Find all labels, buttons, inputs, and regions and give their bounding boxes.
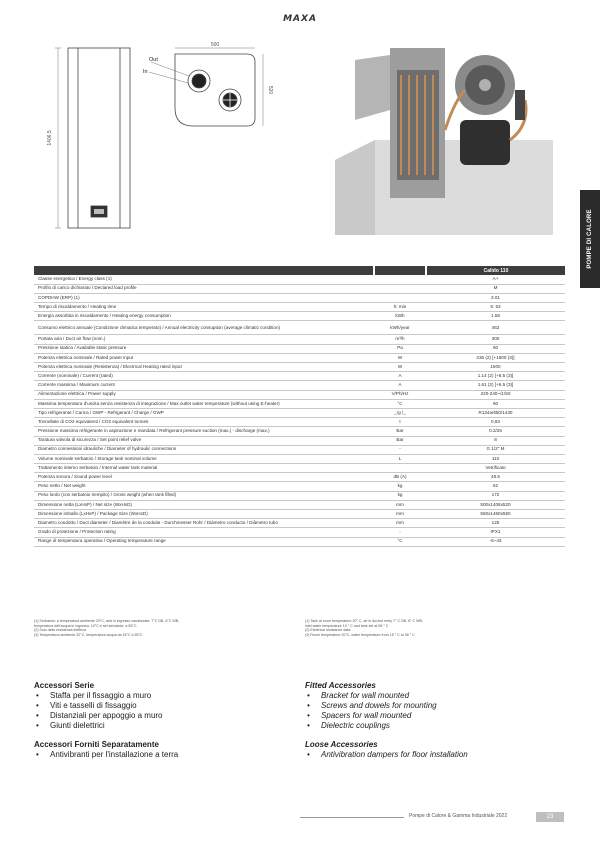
section-heading: Loose Accessories	[305, 740, 378, 749]
row-label: Profilo di carico dichiarato / Declared load profile	[34, 284, 374, 293]
footnote: (1) Tank at room temperature 20° C, air in ducted entry 7° C DB, 6° C WB,	[305, 619, 423, 623]
footnote: (3) Room temperature 20°C, water temperature from 15 ° C to 55 ° C	[305, 632, 415, 637]
row-unit: kWh	[374, 312, 426, 321]
row-unit: L	[374, 454, 426, 463]
row-label: Tonnellate di CO2 equivalenti / CO2 equivalent tonnes	[34, 418, 374, 427]
row-unit	[374, 284, 426, 293]
row-label: Trattamento interno serbatoio / Internal water tank material	[34, 464, 374, 473]
row-unit: Bar	[374, 427, 426, 436]
page-footer	[300, 812, 565, 822]
row-value: M	[426, 284, 565, 293]
row-label: Massima temperatura d'uscita senza resistenza di integrazione / Max outlet water temperature (without using E-heater)	[34, 399, 374, 408]
list-item: • Staffa per il fissaggio a muro	[34, 691, 284, 701]
row-value: 1.61 (2) [+6.5 (3)]	[426, 381, 565, 390]
table-row	[34, 312, 565, 321]
row-unit	[374, 275, 426, 284]
row-unit: A	[374, 372, 426, 381]
row-value: 125	[426, 519, 565, 528]
spec-table	[34, 266, 565, 547]
table-row	[34, 464, 565, 473]
row-label: Peso netto / Net weight	[34, 482, 374, 491]
row-unit: V/Ph/Hz	[374, 390, 426, 399]
row-value: 60	[426, 399, 565, 408]
table-row	[34, 445, 565, 454]
row-value: Vetrificato	[426, 464, 565, 473]
row-label: Dimensione imballo (LxHxP) / Package Size (WxHxD)	[34, 510, 374, 519]
table-row	[34, 454, 565, 463]
row-label: Volume nominale serbatoio / Storage tank nominal volume	[34, 454, 374, 463]
section-heading: Fitted Accessories	[305, 681, 376, 690]
table-row	[34, 510, 565, 519]
row-label: Peso lordo (con serbatoio riempito) / Gross weight (when tank filled)	[34, 491, 374, 500]
front-view	[68, 48, 130, 228]
list-item: • Viti e tasselli di fissaggio	[34, 701, 284, 711]
row-unit: mm	[374, 500, 426, 509]
in-label: In	[143, 69, 148, 75]
top-view	[175, 54, 255, 126]
row-value: 0,93	[426, 418, 565, 427]
row-value: 48.5	[426, 473, 565, 482]
depth-dimension: 520	[267, 85, 273, 95]
row-label: Taratura valvola di sicurezza / Set point relief valve	[34, 436, 374, 445]
row-value: 60	[426, 344, 565, 353]
row-unit: mm	[374, 510, 426, 519]
table-row	[34, 537, 565, 546]
row-value: G 1/2" M	[426, 445, 565, 454]
row-value: 236 (2) [+1500 (3)]	[426, 353, 565, 362]
row-label: Portata aria / Duct air flow (nom.)	[34, 335, 374, 344]
footer-text: Pompe di Calore & Gamma Industriale 2022	[409, 813, 508, 819]
header-model: Calido 110	[426, 266, 565, 275]
footer-divider	[300, 817, 404, 818]
list-item: • Bracket for wall mounted	[305, 691, 565, 701]
table-row	[34, 408, 565, 417]
out-label: Out	[149, 57, 158, 63]
row-unit: °C	[374, 537, 426, 546]
table-row	[34, 399, 565, 408]
table-row	[34, 519, 565, 528]
footnote: (1) Serbatoio: a temperatura ambiente 20°C, aria in ingresso canalizzata: 7°C DB, 6°C WB,	[34, 619, 180, 623]
table-row	[34, 500, 565, 509]
table-row	[34, 363, 565, 372]
table-row	[34, 436, 565, 445]
row-label: Potenza elettrica nominale (Resistenza) / Electrical Heating rated input	[34, 363, 374, 372]
row-unit: mm	[374, 519, 426, 528]
table-row	[34, 418, 565, 427]
table-row	[34, 293, 565, 302]
fitted-accessories-en	[305, 681, 565, 731]
page-number: 23	[536, 812, 564, 822]
row-label: Classe energetica / Energy class (1)	[34, 275, 374, 284]
table-row	[34, 275, 565, 284]
table-row	[34, 372, 565, 381]
footnotes-english	[305, 619, 565, 637]
row-value: 220-240~/1/50	[426, 390, 565, 399]
section-heading: Accessori Serie	[34, 681, 95, 690]
row-value: -5~43	[426, 537, 565, 546]
row-label: Energia assorbita in riscaldamento / Heating energy consumption	[34, 312, 374, 321]
table-body	[34, 275, 565, 546]
row-label: COPDHW (ERP) (1)	[34, 293, 374, 302]
row-value: 62	[426, 482, 565, 491]
row-value: 8	[426, 436, 565, 445]
row-label: Potenza elettrica nominale / Rated power input	[34, 353, 374, 362]
product-photo	[335, 30, 553, 235]
table-row	[34, 381, 565, 390]
table-row	[34, 491, 565, 500]
row-unit: A	[374, 381, 426, 390]
row-unit: °C	[374, 399, 426, 408]
list-item: • Screws and dowels for mounting	[305, 701, 565, 711]
row-unit	[374, 464, 426, 473]
row-value: 462	[426, 321, 565, 335]
footnote: inlet water temperature 10 ° C and tank set at 55 ° C	[305, 623, 389, 628]
table-row	[34, 335, 565, 344]
footnote: (2) Electrical resistance data	[305, 628, 351, 633]
technical-drawing	[25, 38, 325, 263]
row-value: A+	[426, 275, 565, 284]
list-item: • Spacers for wall mounted	[305, 711, 565, 721]
brand-logo: MAXA	[283, 14, 317, 24]
table-row	[34, 321, 565, 335]
header-label	[34, 266, 374, 275]
row-unit: h: min	[374, 303, 426, 312]
header-unit	[374, 266, 426, 275]
footnotes-italian	[34, 619, 294, 637]
table-row	[34, 473, 565, 482]
section-tab	[580, 190, 600, 288]
table-header	[34, 266, 565, 275]
row-label: Potenza sonora / Sound power level	[34, 473, 374, 482]
row-value: IPX1	[426, 528, 565, 537]
table-row	[34, 353, 565, 362]
row-unit: dB (A)	[374, 473, 426, 482]
row-label: Dimensione netta (LxHxP) / Net size (WxHxD)	[34, 500, 374, 509]
table-row	[34, 482, 565, 491]
row-value: 1.14 (2) [+6.5 (3)]	[426, 372, 565, 381]
row-value: 3.01	[426, 293, 565, 302]
list-item: • Antivibranti per l'installazione a terra	[34, 750, 284, 760]
row-value: 550x1460x550	[426, 510, 565, 519]
footnote: (3) Temperatura ambiente 20°C, temperatura acqua da 15°C a 55°C	[34, 632, 143, 637]
list-item: • Giunti dielettrici	[34, 721, 284, 731]
table-row	[34, 528, 565, 537]
row-unit: -	[374, 528, 426, 537]
loose-accessories-it	[34, 740, 284, 760]
list-item: • Dielectric couplings	[305, 721, 565, 731]
row-value: R134a/650/1430	[426, 408, 565, 417]
row-value: 0.2/25	[426, 427, 565, 436]
section-tab-label: POMPE DI CALORE	[587, 209, 593, 269]
row-unit: Pa	[374, 344, 426, 353]
row-unit: W	[374, 353, 426, 362]
list-item: • Antivibration dampers for floor installation	[305, 750, 565, 760]
row-unit: kWh/year	[374, 321, 426, 335]
row-unit: _/g /_	[374, 408, 426, 417]
height-dimension: 1406,5	[47, 130, 53, 146]
row-label: Tempo di riscaldamento / Heating time	[34, 303, 374, 312]
row-label: Pressione massima refrigerante in aspirazione e mandata / Refrigerant pressure suction (max.) - discharge (max.)	[34, 427, 374, 436]
row-value: 500x1406x520	[426, 500, 565, 509]
row-value: 1.58	[426, 312, 565, 321]
table-row	[34, 427, 565, 436]
row-label: Diametro condotto / Duct diameter / Diamètre de la conduite - Durchmesser Rohr / Diámetro conducto / Diâmetro tubo	[34, 519, 374, 528]
footnote: (2) Solo della resistenza elettrica	[34, 628, 87, 633]
row-label: Corrente massima / Maximum current	[34, 381, 374, 390]
table-row	[34, 284, 565, 293]
row-label: Diametro connessioni idrauliche / Diameter of hydraulic connections	[34, 445, 374, 454]
row-unit: t	[374, 418, 426, 427]
row-unit	[374, 293, 426, 302]
row-unit: -	[374, 445, 426, 454]
list-item: • Distanziali per appoggio a muro	[34, 711, 284, 721]
row-label: Range di temperatura operativa / Operating temperature range	[34, 537, 374, 546]
row-label: Pressione statica / Available static pressure	[34, 344, 374, 353]
table-row	[34, 303, 565, 312]
row-value: 1500	[426, 363, 565, 372]
row-value: 6: 53	[426, 303, 565, 312]
fitted-accessories-it	[34, 681, 284, 731]
row-value: 300	[426, 335, 565, 344]
row-label: Corrente (nominale) / Current (rated)	[34, 372, 374, 381]
row-unit: kg	[374, 491, 426, 500]
section-heading: Accessori Forniti Separatamente	[34, 740, 159, 749]
row-value: 172	[426, 491, 565, 500]
row-label: Tipo refrigerante / Carica / GWP - Refrigerant / Charge / GWP	[34, 408, 374, 417]
loose-accessories-en	[305, 740, 565, 760]
row-unit: W	[374, 363, 426, 372]
row-unit: Bar	[374, 436, 426, 445]
width-dimension: 500	[210, 42, 220, 48]
footnote: temperatura dell'acqua in ingresso: 10°C e set serbatoio: a 55°C.	[34, 623, 138, 628]
row-label: Alimentazione elettrica / Power supply	[34, 390, 374, 399]
row-value: 110	[426, 454, 565, 463]
row-unit: kg	[374, 482, 426, 491]
table-row	[34, 344, 565, 353]
row-label: Consumo elettrico annuale (Condizione climatica temperato) / Annual electricity consuption (average climatic condition)	[34, 321, 374, 335]
table-row	[34, 390, 565, 399]
row-label: Grado di protezione / Protection rating	[34, 528, 374, 537]
row-unit: m³/h	[374, 335, 426, 344]
